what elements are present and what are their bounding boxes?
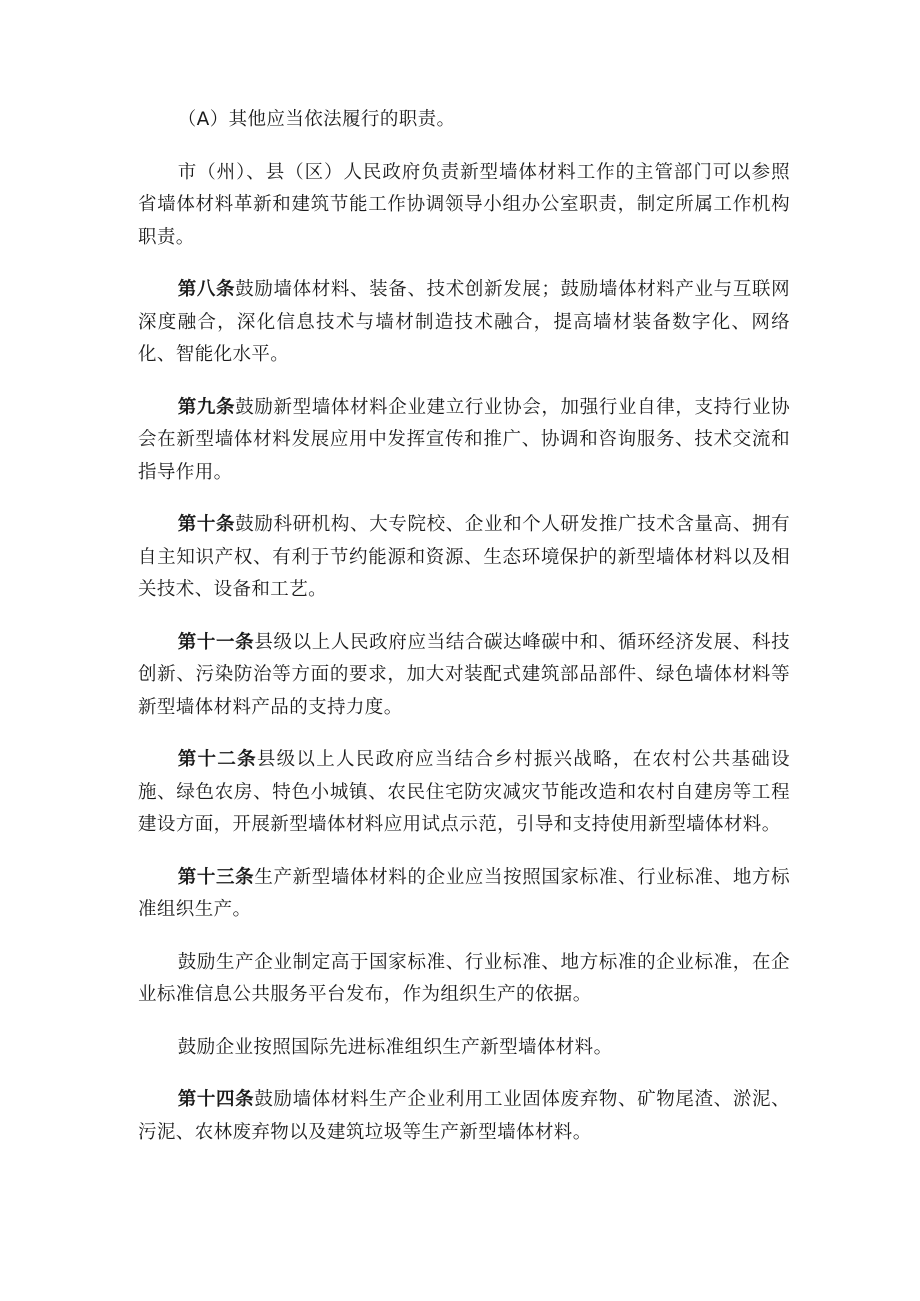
document-body bbox=[138, 104, 790, 1169]
paragraph-article-9 bbox=[138, 392, 790, 490]
article-number: 第十四条 bbox=[177, 1089, 255, 1110]
paragraph-article-12 bbox=[138, 744, 790, 842]
paragraph-text: （A）其他应当依法履行的职责。 bbox=[177, 109, 456, 130]
article-number: 第十三条 bbox=[177, 866, 255, 888]
paragraph-text: 鼓励科研机构、大专院校、企业和个人研发推广技术含量高、拥有自主知识产权、有利于节约能源和资源、生态环境保护的新型墙体材料以及相关技术、设备和工艺。 bbox=[138, 514, 790, 600]
article-number: 第十二条 bbox=[177, 749, 257, 770]
paragraph-international-standards bbox=[138, 1032, 790, 1065]
article-number: 第十一条 bbox=[177, 631, 255, 653]
article-number: 第八条 bbox=[177, 279, 236, 300]
paragraph-article-10 bbox=[138, 509, 790, 607]
paragraph-text: 鼓励新型墙体材料企业建立行业协会，加强行业自律，支持行业协会在新型墙体材料发展应用中发挥宣传和推广、协调和咨询服务、技术交流和指导作用。 bbox=[138, 396, 790, 483]
paragraph-article-11 bbox=[138, 627, 790, 725]
paragraph-article-13 bbox=[138, 862, 790, 927]
paragraph-article-14 bbox=[138, 1084, 790, 1149]
paragraph-text: 市（州）、县（区）人民政府负责新型墙体材料工作的主管部门可以参照省墙体材料革新和建筑节能工作协调领导小组办公室职责，制定所属工作机构职责。 bbox=[138, 161, 790, 248]
paragraph-text: 县级以上人民政府应当结合乡村振兴战略，在农村公共基础设施、绿色农房、特色小城镇、农民住宅防灾减灾节能改造和农村自建房等工程建设方面，开展新型墙体材料应用试点示范，引导和支持使用新型墙体材料。 bbox=[138, 749, 790, 835]
paragraph-text: 县级以上人民政府应当结合碳达峰碳中和、循环经济发展、科技创新、污染防治等方面的要求，加大对装配式建筑部品部件、绿色墙体材料等新型墙体材料产品的支持力度。 bbox=[138, 631, 790, 718]
paragraph-text: 生产新型墙体材料的企业应当按照国家标准、行业标准、地方标准组织生产。 bbox=[138, 866, 790, 920]
paragraph-duty-a bbox=[138, 104, 790, 137]
article-number: 第九条 bbox=[177, 396, 236, 418]
paragraph-text: 鼓励墙体材料生产企业利用工业固体废弃物、矿物尾渣、淤泥、污泥、农林废弃物以及建筑垃圾等生产新型墙体材料。 bbox=[138, 1089, 790, 1143]
paragraph-text: 鼓励企业按照国际先进标准组织生产新型墙体材料。 bbox=[177, 1036, 613, 1058]
paragraph-enterprise-standards bbox=[138, 947, 790, 1012]
paragraph-text: 鼓励墙体材料、装备、技术创新发展；鼓励墙体材料产业与互联网深度融合，深化信息技术与墙材制造技术融合，提高墙材装备数字化、网络化、智能化水平。 bbox=[138, 279, 790, 365]
article-number: 第十条 bbox=[177, 514, 236, 535]
paragraph-text: 鼓励生产企业制定高于国家标准、行业标准、地方标准的企业标准，在企业标准信息公共服务平台发布，作为组织生产的依据。 bbox=[138, 951, 790, 1005]
paragraph-city-county bbox=[138, 157, 790, 255]
paragraph-article-8 bbox=[138, 274, 790, 372]
